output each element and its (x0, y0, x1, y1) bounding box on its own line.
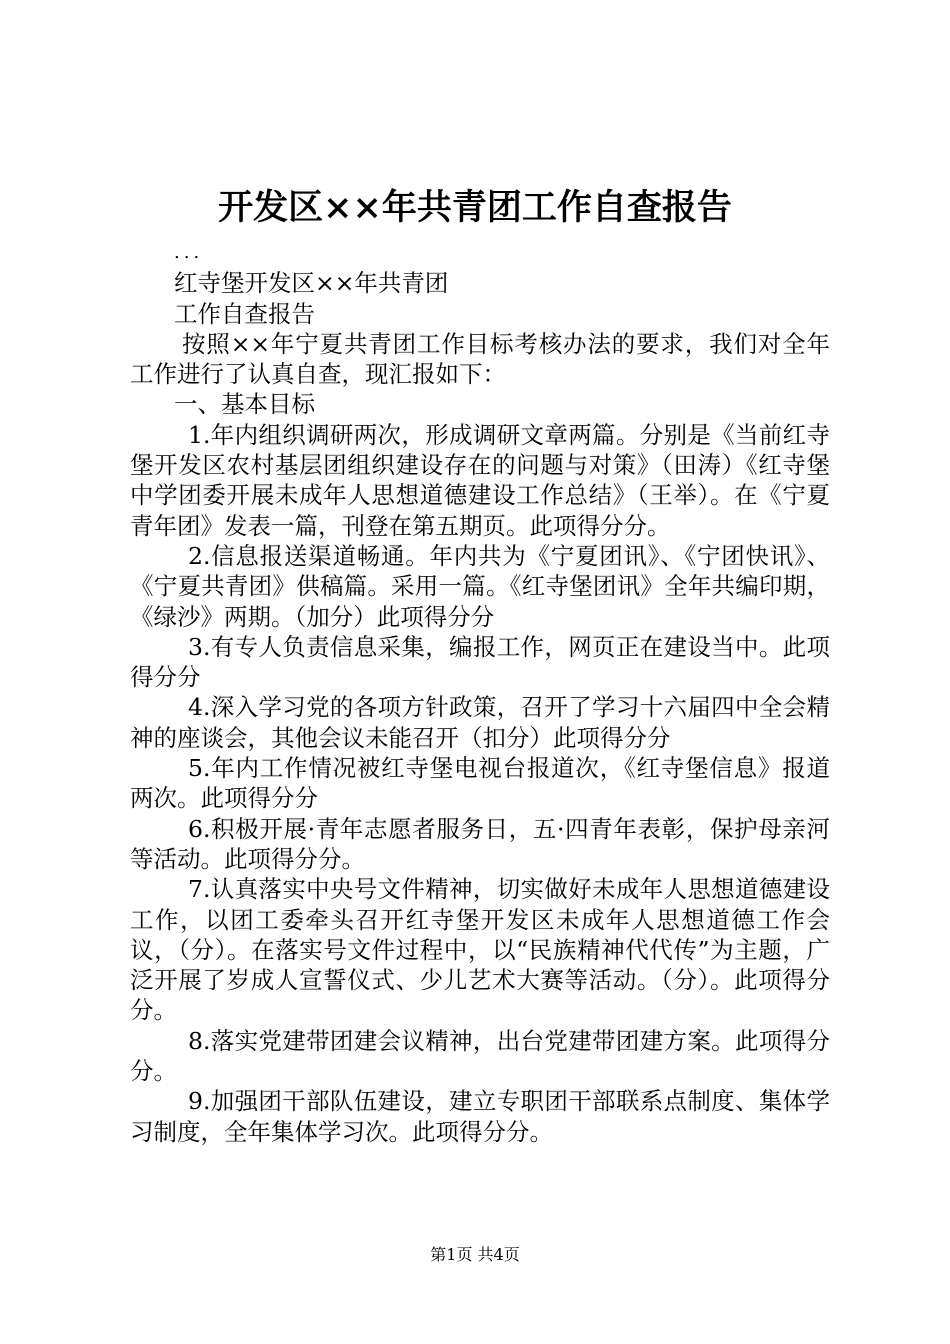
item-paragraph: 8.落实党建带团建会议精神，出台党建带团建方案。此项得分分。 (130, 1026, 830, 1086)
item-paragraph: 1.年内组织调研两次，形成调研文章两篇。分别是《当前红寺堡开发区农村基层团组织建设存在的问题与对策》（田涛）《红寺堡中学团委开展未成年人思想道德建设工作总结》（王举）。在《宁夏青年团》发表一篇，刊登在第五期页。此项得分分。 (130, 420, 830, 540)
item-paragraph: 2.信息报送渠道畅通。年内共为《宁夏团讯》、《宁团快讯》、《宁夏共青团》供稿篇。采用一篇。《红寺堡团讯》全年共编印期，《绿沙》两期。（加分）此项得分分 (130, 541, 830, 631)
item-paragraph: 5.年内工作情况被红寺堡电视台报道次，《红寺堡信息》报道两次。此项得分分 (130, 754, 830, 813)
item-paragraph: 3.有专人负责信息采集，编报工作，网页正在建设当中。此项得分分 (130, 632, 830, 692)
ellipsis: ... (174, 242, 204, 263)
item-paragraph: 4.深入学习党的各项方针政策，召开了学习十六届四中全会精神的座谈会，其他会议未能召开（扣分）此项得分分 (130, 693, 830, 752)
report-subtitle: 工作自查报告 (174, 299, 315, 328)
org-line: 红寺堡开发区××年共青团 (174, 269, 449, 298)
section-heading: 一、基本目标 (174, 390, 315, 419)
item-paragraph: 7.认真落实中央号文件精神，切实做好未成年人思想道德建设工作，以团工委牵头召开红寺堡开发区未成年人思想道德工作会议，（分）。在落实号文件过程中，以“民族精神代代传”为主题，广泛开展了岁成人宣誓仪式、少儿艺术大赛等活动。（分）。此项得分分。 (130, 875, 830, 1025)
item-paragraph: 9.加强团干部队伍建设，建立专职团干部联系点制度、集体学习制度，全年集体学习次。此项得分分。 (130, 1087, 830, 1146)
page-title: 开发区××年共青团工作自查报告 (218, 187, 732, 228)
intro-paragraph: 按照××年宁夏共青团工作目标考核办法的要求，我们对全年工作进行了认真自查，现汇报如下： (130, 329, 830, 389)
page-footer: 第1页 共4页 (430, 1245, 520, 1264)
document-body (130, 238, 830, 1147)
item-paragraph: 6.积极开展·青年志愿者服务日，五·四青年表彰，保护母亲河等活动。此项得分分。 (130, 814, 830, 873)
